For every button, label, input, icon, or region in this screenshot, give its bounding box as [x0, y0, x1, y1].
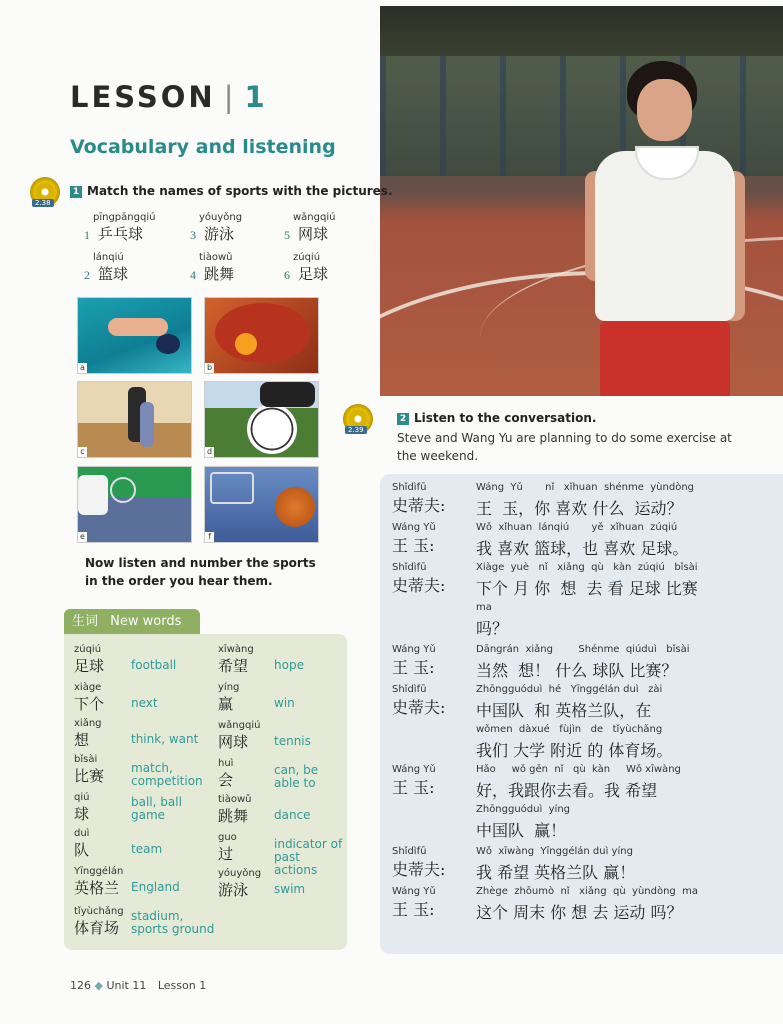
new-word-english: think, want [131, 732, 199, 746]
line-hanzi: 中国队 赢！ [476, 821, 567, 840]
speaker-name: 史蒂夫: [392, 496, 446, 515]
line-pinyin: Zhōngguóduì hé Yīnggélán duì zài [476, 684, 663, 695]
lesson-title [70, 80, 268, 114]
vocab-number: 1 [84, 228, 90, 242]
new-words-tab-en: New words [110, 614, 182, 629]
vocab-number: 6 [284, 268, 290, 282]
new-word-hanzi: 希望 [218, 657, 249, 675]
new-word-item [74, 792, 182, 824]
vocab-hanzi: 篮球 [98, 265, 129, 283]
vocab-hanzi: 网球 [298, 225, 329, 243]
runner-face [637, 79, 692, 141]
new-word-item [74, 906, 215, 938]
vocab-item-5 [284, 212, 335, 244]
vocab-pinyin: pīngpāngqiú [93, 212, 156, 223]
exercise-number: 1 [70, 186, 82, 198]
line-hanzi: 吗？ [476, 619, 509, 638]
line-hanzi: 好，我跟你去看。我 希望 [476, 781, 658, 800]
new-word-hanzi: 过 [218, 845, 234, 863]
vocab-number: 5 [284, 228, 290, 242]
line-hanzi: 下个 月 你 想 去 看 足球 比赛 [476, 579, 698, 598]
new-word-pinyin: tiàowǔ [218, 794, 252, 805]
new-word-hanzi: 英格兰 [74, 879, 120, 897]
vocab-number: 3 [190, 228, 196, 242]
speaker-pinyin: Wáng Yǔ [392, 522, 436, 533]
lesson-number: 1 [244, 80, 268, 114]
speaker-pinyin: Wáng Yǔ [392, 644, 436, 655]
new-word-hanzi: 队 [74, 841, 90, 859]
football-ball-shape [247, 404, 297, 454]
line-pinyin: ma [476, 602, 492, 613]
line-hanzi: 这个 周末 你 想 去 运动 吗？ [476, 903, 683, 922]
line-hanzi: 我们 大学 附近 的 体育场。 [476, 741, 673, 760]
new-words-box [64, 634, 347, 950]
new-word-hanzi: 网球 [218, 733, 249, 751]
new-words-tab [64, 609, 200, 635]
new-word-hanzi: 下个 [74, 695, 105, 713]
picture-label-d: d [206, 447, 213, 456]
new-word-english: stadium, sports ground [131, 909, 215, 936]
picture-label-f: f [205, 532, 214, 542]
vocab-item-4 [190, 252, 234, 284]
line-pinyin: Zhège zhōumò nǐ xiǎng qù yùndòng ma [476, 886, 698, 897]
pingpong-ball-shape [235, 333, 257, 355]
conversation-turn [392, 562, 698, 638]
conversation-turn [392, 522, 689, 558]
new-word-english: team [131, 842, 163, 856]
new-word-item [74, 754, 203, 788]
speaker-name: 史蒂夫: [392, 698, 446, 717]
basketball-picture [204, 466, 319, 543]
footer-lesson: Lesson 1 [157, 979, 207, 992]
swim-cap-shape [156, 334, 180, 354]
exercise-2-title [397, 411, 596, 425]
dancing-picture [77, 381, 192, 458]
line-pinyin: Wǒ xǐhuan lánqiú yě xǐhuan zúqiú [476, 522, 678, 533]
dancer-shape-2 [140, 402, 154, 447]
new-word-english: win [274, 696, 295, 710]
speaker-pinyin: Wáng Yǔ [392, 764, 436, 775]
new-word-item [74, 828, 163, 860]
hoop-shape [210, 472, 254, 504]
new-word-hanzi: 赢 [218, 695, 234, 713]
lesson-separator: | [223, 80, 237, 114]
new-word-item [74, 718, 199, 750]
new-word-english: England [131, 880, 180, 894]
page-number: 126 [70, 979, 91, 992]
line-hanzi: 当然 想！ 什么 球队 比赛？ [476, 661, 678, 680]
exercise-1-text: Match the names of sports with the pictures. [87, 184, 393, 198]
conversation-turn [392, 846, 636, 882]
new-word-pinyin: Yīnggélán [74, 866, 124, 877]
vocab-pinyin: wǎngqiú [293, 212, 336, 223]
speaker-name: 史蒂夫: [392, 860, 446, 879]
new-word-pinyin: guo [218, 832, 237, 843]
new-word-pinyin: wǎngqiú [218, 720, 261, 731]
audio-track-label: 2.38 [32, 199, 54, 207]
runner-pants [600, 321, 730, 396]
new-word-item [74, 682, 158, 714]
speaker-name: 史蒂夫: [392, 576, 446, 595]
new-word-english: next [131, 696, 158, 710]
new-word-hanzi: 足球 [74, 657, 105, 675]
new-word-pinyin: xiǎng [74, 718, 102, 729]
new-word-english: hope [274, 658, 304, 672]
speaker-pinyin: Shǐdìfū [392, 482, 427, 493]
vocab-hanzi: 足球 [298, 265, 329, 283]
vocab-hanzi: 跳舞 [204, 265, 235, 283]
new-word-pinyin: xiàge [74, 682, 102, 693]
new-word-item [74, 644, 177, 676]
conversation-turn [392, 644, 690, 680]
line-pinyin: Xiàge yuè nǐ xiǎng qù kàn zúqiú bǐsài [476, 562, 698, 573]
new-word-hanzi: 想 [74, 731, 90, 749]
new-word-hanzi: 体育场 [74, 919, 120, 937]
speaker-name: 王 玉: [392, 658, 435, 677]
new-word-pinyin: yíng [218, 682, 240, 693]
new-word-item [218, 794, 311, 826]
new-word-hanzi: 游泳 [218, 881, 249, 899]
line-pinyin: Zhōngguóduì yíng [476, 804, 570, 815]
speaker-pinyin: Shǐdìfū [392, 562, 427, 573]
new-word-english: indicator of past actions [274, 837, 343, 877]
vocab-pinyin: tiàowǔ [199, 252, 233, 263]
picture-label-a: a [78, 363, 87, 373]
new-word-item [218, 682, 295, 714]
new-word-hanzi: 跳舞 [218, 807, 249, 825]
racket-shape [110, 477, 136, 503]
basketball-shape [275, 487, 315, 527]
paddle-shape [215, 303, 310, 363]
new-word-pinyin: huì [218, 758, 234, 769]
speaker-name: 王 玉: [392, 536, 435, 555]
new-word-pinyin: tǐyùchǎng [74, 906, 124, 917]
vocab-hanzi: 乒乓球 [98, 225, 144, 243]
new-word-english: swim [274, 882, 306, 896]
lesson-word: LESSON [70, 80, 216, 114]
listen-order-instruction: Now listen and number the sports in the order you hear them. [85, 556, 316, 588]
vocab-pinyin: lánqiú [93, 252, 124, 263]
section-title: Vocabulary and listening [70, 136, 336, 158]
runner-photo [380, 6, 783, 396]
picture-label-e: e [78, 532, 87, 542]
pingpong-picture [204, 297, 319, 374]
new-word-item [218, 868, 306, 900]
new-word-pinyin: duì [74, 828, 90, 839]
vocab-item-3 [190, 212, 242, 244]
line-pinyin: wǒmen dàxué fùjìn de tǐyùchǎng [476, 724, 663, 735]
boot-shape [260, 382, 315, 407]
line-hanzi: 我 喜欢 篮球，也 喜欢 足球。 [476, 539, 689, 558]
new-word-item [218, 644, 304, 676]
new-word-hanzi: 比赛 [74, 767, 105, 785]
line-hanzi: 王 玉，你 喜欢 什么 运动？ [476, 499, 683, 518]
swimming-picture [77, 297, 192, 374]
football-picture [204, 381, 319, 458]
new-word-pinyin: yóuyǒng [218, 868, 262, 879]
vocab-pinyin: yóuyǒng [199, 212, 243, 223]
footer-diamond-icon: ◆ [94, 979, 103, 992]
vocab-hanzi: 游泳 [204, 225, 235, 243]
line-pinyin: Wǒ xīwàng Yīnggélán duì yíng [476, 846, 633, 857]
swimmer-shape [108, 318, 168, 336]
speaker-name: 王 玉: [392, 778, 435, 797]
page-footer [70, 979, 206, 992]
speaker-pinyin: Wáng Yǔ [392, 886, 436, 897]
exercise-2-text: Listen to the conversation. [414, 411, 597, 425]
footer-unit: Unit 11 [106, 979, 147, 992]
new-word-english: dance [274, 808, 311, 822]
speaker-pinyin: Shǐdìfū [392, 684, 427, 695]
line-hanzi: 我 希望 英格兰队 赢！ [476, 863, 636, 882]
line-pinyin: Wáng Yǔ nǐ xǐhuan shénme yùndòng [476, 482, 694, 493]
new-words-tab-zh: 生词 [72, 614, 99, 629]
new-word-hanzi: 会 [218, 771, 234, 789]
conversation-box [380, 474, 783, 954]
conversation-turn [392, 764, 681, 840]
exercise-1-instruction [70, 184, 393, 198]
line-hanzi: 中国队 和 英格兰队，在 [476, 701, 652, 720]
tennis-player-shape [78, 475, 108, 515]
new-word-english: can, be able to [274, 763, 319, 790]
picture-label-c: c [78, 447, 87, 457]
exercise-number: 2 [397, 413, 409, 425]
vocab-number: 2 [84, 268, 90, 282]
new-word-english: football [131, 658, 177, 672]
vocab-item-2 [84, 252, 128, 284]
new-word-hanzi: 球 [74, 805, 90, 823]
conversation-turn [392, 482, 694, 518]
new-word-item [218, 758, 319, 790]
new-word-pinyin: zúqiú [74, 644, 102, 655]
speaker-pinyin: Shǐdìfū [392, 846, 427, 857]
vocab-pinyin: zúqiú [293, 252, 321, 263]
new-word-item [74, 866, 180, 898]
conversation-turn [392, 886, 698, 922]
new-word-item [218, 720, 311, 752]
new-word-pinyin: qiú [74, 792, 90, 803]
tennis-picture [77, 466, 192, 543]
conversation-turn [392, 684, 673, 760]
picture-label-b: b [206, 363, 213, 372]
exercise-2-description: Steve and Wang Yu are planning to do some exercise at the weekend. [397, 431, 732, 463]
vocab-item-6 [284, 252, 328, 284]
line-pinyin: Hǎo wǒ gēn nǐ qù kàn Wǒ xīwàng [476, 764, 681, 775]
new-word-english: tennis [274, 734, 311, 748]
vocab-item-1 [84, 212, 155, 244]
new-word-english: ball, ball game [131, 795, 182, 822]
vocab-number: 4 [190, 268, 196, 282]
line-pinyin: Dāngrán xiǎng Shénme qiúduì bǐsài [476, 644, 690, 655]
audio-track-label: 2.39 [345, 426, 367, 434]
runner-figure [585, 61, 745, 396]
new-word-pinyin: bǐsài [74, 754, 98, 765]
new-word-english: match, competition [131, 761, 203, 788]
speaker-name: 王 玉: [392, 900, 435, 919]
new-word-pinyin: xīwàng [218, 644, 254, 655]
